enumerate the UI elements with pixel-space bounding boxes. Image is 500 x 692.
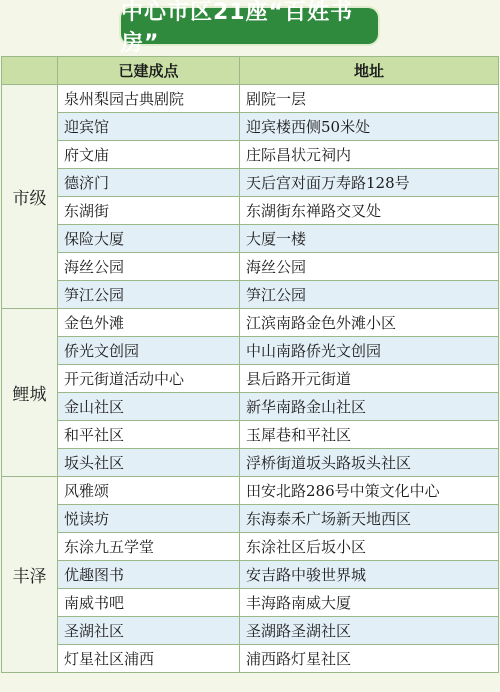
table-row: [2, 309, 499, 337]
point-name-cell: 悦读坊: [58, 505, 240, 533]
address-cell: 东海泰禾广场新天地西区: [240, 505, 499, 533]
title-band: [0, 0, 500, 56]
table-header-row: [2, 57, 499, 85]
table-row: [2, 561, 499, 589]
point-name-cell: 迎宾馆: [58, 113, 240, 141]
address-cell: 笋江公园: [240, 281, 499, 309]
point-name-cell: 风雅颂: [58, 477, 240, 505]
district-cell: 丰泽: [2, 477, 58, 673]
address-cell: 迎宾楼西侧50米处: [240, 113, 499, 141]
table-row: [2, 197, 499, 225]
point-name-cell: 东湖街: [58, 197, 240, 225]
table-row: [2, 449, 499, 477]
table-row: [2, 337, 499, 365]
table-body: [2, 85, 499, 673]
point-name-cell: 保险大厦: [58, 225, 240, 253]
district-cell: 市级: [2, 85, 58, 309]
address-cell: 海丝公园: [240, 253, 499, 281]
address-cell: 中山南路侨光文创园: [240, 337, 499, 365]
address-cell: 新华南路金山社区: [240, 393, 499, 421]
point-name-cell: 侨光文创园: [58, 337, 240, 365]
address-cell: 浮桥街道坂头路坂头社区: [240, 449, 499, 477]
district-cell: 鲤城: [2, 309, 58, 477]
point-name-cell: 灯星社区浦西: [58, 645, 240, 673]
address-cell: 玉犀巷和平社区: [240, 421, 499, 449]
point-name-cell: 和平社区: [58, 421, 240, 449]
table-row: [2, 113, 499, 141]
table-row: [2, 617, 499, 645]
bookstore-table: [1, 56, 499, 673]
table-row: [2, 225, 499, 253]
address-cell: 剧院一层: [240, 85, 499, 113]
table-row: [2, 477, 499, 505]
header-district: [2, 57, 58, 85]
point-name-cell: 海丝公园: [58, 253, 240, 281]
table-row: [2, 85, 499, 113]
point-name-cell: 泉州梨园古典剧院: [58, 85, 240, 113]
header-point: 已建成点: [58, 57, 240, 85]
table-row: [2, 365, 499, 393]
table-row: [2, 505, 499, 533]
header-address: 地址: [240, 57, 499, 85]
table-row: [2, 645, 499, 673]
address-cell: 天后宫对面万寿路128号: [240, 169, 499, 197]
page-title: 中心市区21座“百姓书房”: [121, 8, 378, 44]
address-cell: 大厦一楼: [240, 225, 499, 253]
address-cell: 东涂社区后坂小区: [240, 533, 499, 561]
table-row: [2, 141, 499, 169]
address-cell: 庄际昌状元祠内: [240, 141, 499, 169]
point-name-cell: 南威书吧: [58, 589, 240, 617]
point-name-cell: 金色外滩: [58, 309, 240, 337]
point-name-cell: 府文庙: [58, 141, 240, 169]
address-cell: 浦西路灯星社区: [240, 645, 499, 673]
address-cell: 丰海路南威大厦: [240, 589, 499, 617]
address-cell: 东湖街东禅路交叉处: [240, 197, 499, 225]
address-cell: 县后路开元街道: [240, 365, 499, 393]
address-cell: 江滨南路金色外滩小区: [240, 309, 499, 337]
table-row: [2, 589, 499, 617]
table-row: [2, 393, 499, 421]
point-name-cell: 金山社区: [58, 393, 240, 421]
point-name-cell: 优趣图书: [58, 561, 240, 589]
address-cell: 圣湖路圣湖社区: [240, 617, 499, 645]
table-row: [2, 253, 499, 281]
point-name-cell: 德济门: [58, 169, 240, 197]
address-cell: 田安北路286号中策文化中心: [240, 477, 499, 505]
table-row: [2, 169, 499, 197]
table-row: [2, 281, 499, 309]
point-name-cell: 圣湖社区: [58, 617, 240, 645]
table-row: [2, 421, 499, 449]
point-name-cell: 开元街道活动中心: [58, 365, 240, 393]
address-cell: 安吉路中骏世界城: [240, 561, 499, 589]
point-name-cell: 东涂九五学堂: [58, 533, 240, 561]
point-name-cell: 笋江公园: [58, 281, 240, 309]
point-name-cell: 坂头社区: [58, 449, 240, 477]
table-row: [2, 533, 499, 561]
